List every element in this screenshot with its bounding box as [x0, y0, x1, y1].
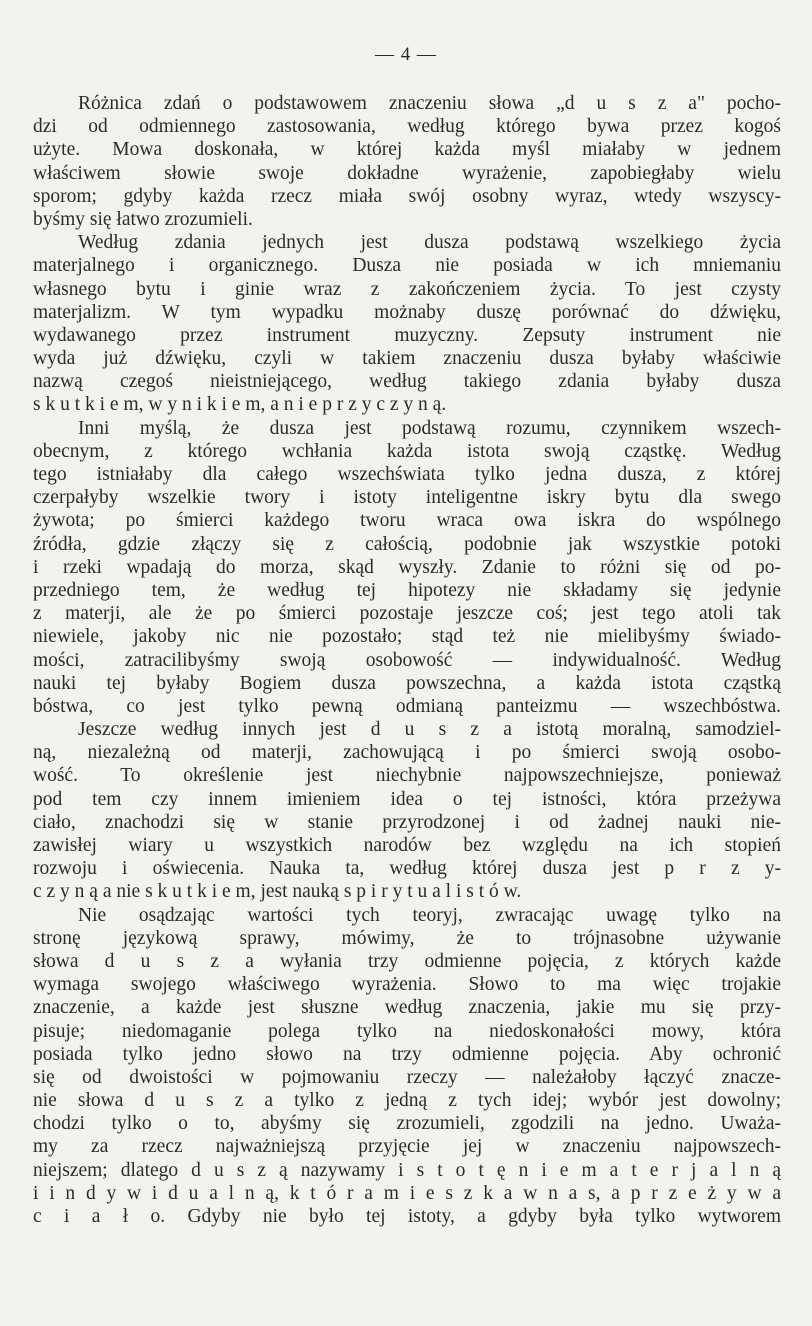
text-line: wość. To określenie jest niechybnie najpowszechniejsze, ponieważ: [33, 765, 781, 787]
text-line: się od dwoistości w pojmowaniu rzeczy — należałoby łączyć znacze-: [33, 1066, 781, 1088]
text-line: nie słowa d u s z a tylko z jedną z tych idej; wybór jest dowolny;: [33, 1090, 781, 1112]
text-line: bóstwa, co jest tylko pewną odmianą panteizmu — wszechbóstwa.: [33, 695, 781, 717]
text-line: ną, niezależną od materji, zachowującą i po śmierci swoją osobo-: [33, 742, 781, 764]
page-number: — 4 —: [375, 44, 437, 65]
text-line: pisuje; niedomaganie polega tylko na niedoskonałości mowy, która: [33, 1020, 781, 1042]
text-line: wydawanego przez instrument muzyczny. Zepsuty instrument nie: [33, 324, 781, 346]
text-line: pod tem czy innem imieniem idea o tej istności, która przeżywa: [33, 788, 781, 810]
text-line: tego istniałaby dla całego wszechświata tylko jedna dusza, z której: [33, 464, 781, 485]
text-line: słowa d u s z a wyłania trzy odmienne pojęcia, z których każde: [33, 950, 781, 972]
text-line: znaczenie, a każde jest słuszne według znaczenia, jakie mu się przy-: [33, 997, 781, 1019]
text-line: Inni myślą, że dusza jest podstawą rozumu, czynnikem wszech-: [78, 417, 781, 439]
text-line: stronę językową sprawy, mówimy, że to trójnasobne używanie: [33, 927, 781, 949]
text-line: c i a ł o. Gdyby nie było tej istoty, a gdyby była tylko wytworem: [33, 1206, 781, 1227]
text-line: niewiele, jakoby nic nie pozostało; stąd też nie mielibyśmy świado-: [33, 626, 781, 648]
text-line: i i n d y w i d u a l n ą, k t ó r a m i e s z k a w n a s, a p r z e ż y w a: [33, 1182, 781, 1204]
text-line: materjalizm. W tym wypadku możnaby duszę porównać do dźwięku,: [33, 301, 781, 323]
text-line: posiada tylko jedno słowo na trzy odmienne pojęcia. Aby ochronić: [33, 1043, 781, 1065]
text-line: obecnym, z którego wchłania każda istota swoją cząstkę. Według: [33, 440, 781, 462]
text-line: ciało, znachodzi się w stanie przyrodzonej i od żadnej nauki nie-: [33, 811, 781, 833]
text-line: mości, zatracilibyśmy swoją osobowość — indywidualność. Według: [33, 649, 781, 671]
text-line: Nie osądzając wartości tych teoryj, zwracając uwagę tylko na: [78, 904, 781, 926]
text-line: rozwoju i oświecenia. Nauka ta, według której dusza jest p r z y-: [33, 858, 781, 880]
text-line: chodzi tylko o to, abyśmy się zrozumieli, zgodzili na jedno. Uważa-: [33, 1113, 781, 1135]
text-line: Według zdania jednych jest dusza podstawą wszelkiego życia: [78, 232, 781, 254]
text-line: nazwą czegoś nieistniejącego, według takiego zdania byłaby dusza: [33, 371, 781, 393]
text-line: Różnica zdań o podstawowem znaczeniu słowa „d u s z a" pocho-: [78, 93, 781, 114]
text-line: przedniego tem, że według tej hipotezy nie składamy się jedynie: [33, 579, 781, 601]
text-line: użyte. Mowa doskonała, w której każda myśl miałaby w jednem: [33, 139, 781, 161]
text-line: sporom; gdyby każda rzecz miała swój osobny wyraz, wtedy wszyscy-: [33, 185, 781, 207]
text-line: wymaga swojego właściwego wyrażenia. Słowo to ma więc trojakie: [33, 974, 781, 996]
text-line: zawisłej wiary u wszystkich narodów bez względu na ich stopień: [33, 835, 781, 856]
text-line: byśmy się łatwo zrozumieli.: [33, 208, 253, 230]
text-line: i rzeki wpadają do morza, skąd wyszły. Zdanie to różni się od po-: [33, 556, 781, 578]
body-text: [33, 92, 781, 1228]
text-line: wyda już dźwięku, czyli w takiem znaczeniu dusza byłaby właściwie: [33, 348, 781, 370]
text-line: my za rzecz najważniejszą przyjęcie jej w znaczeniu najpowszech-: [33, 1136, 781, 1158]
text-line: dzi od odmiennego zastosowania, według którego bywa przez kogoś: [33, 116, 781, 138]
text-line: s k u t k i e m, w y n i k i e m, a n i e p r z y c z y n ą.: [33, 394, 447, 416]
text-line: źródła, gdzie złączy się z całością, podobnie jak wszystkie potoki: [33, 533, 781, 555]
text-line: z materji, ale że po śmierci pozostaje jeszcze coś; jest tego atoli tak: [33, 603, 781, 625]
text-line: nauki tej byłaby Bogiem dusza powszechna, a każda istota cząstką: [33, 672, 781, 694]
text-line: własnego bytu i ginie wraz z zakończeniem życia. To jest czysty: [33, 278, 781, 300]
text-line: właściwem słowie swoje dokładne wyrażenie, zapobiegłaby wielu: [33, 162, 781, 184]
text-line: żywota; po śmierci każdego tworu wraca owa iskra do wspólnego: [33, 510, 781, 532]
text-line: materjalnego i organicznego. Dusza nie posiada w ich mniemaniu: [33, 255, 781, 277]
text-line: niejszem; dlatego d u s z ą nazywamy i s t o t ę n i e m a t e r j a l n ą: [33, 1159, 781, 1181]
text-line: c z y n ą a nie s k u t k i e m, jest nauką s p i r y t u a l i s t ó w.: [33, 881, 522, 903]
text-line: czerpałyby wszelkie twory i istoty inteligentne iskry bytu dla swego: [33, 487, 781, 509]
text-line: Jeszcze według innych jest d u s z a istotą moralną, samodziel-: [78, 719, 781, 741]
